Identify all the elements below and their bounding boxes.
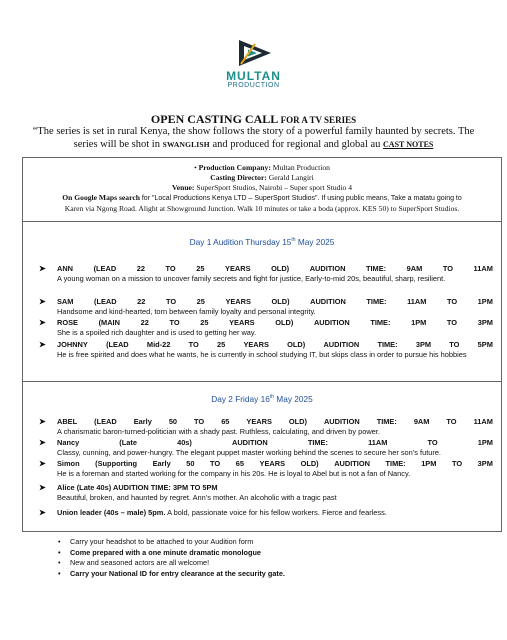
role-abel	[39, 417, 493, 436]
role-header-word: TO	[194, 417, 205, 426]
role-header-word: YEARS	[225, 297, 251, 306]
role-header-word: 22	[140, 318, 149, 327]
role-header-word: TO	[451, 459, 463, 468]
role-description: Handsome and kind-hearted, torn between family loyalty and personal integrity.	[57, 306, 316, 316]
maps-line	[23, 193, 501, 204]
role-header-word: OLD)	[300, 459, 319, 468]
role-header-word: (MAIN	[98, 318, 120, 327]
role-sam	[39, 297, 493, 316]
role-simon	[39, 459, 493, 478]
maps-text: for "Local Productions Kenya LTD – SuperSport Studios". If using public means, Take a matatu going to	[139, 195, 462, 202]
role-header-word: 25	[196, 297, 205, 306]
day2-heading-sup: th	[269, 394, 274, 401]
role-description: Classy, cunning, and power-hungry. The elegant puppet master working behind the scenes to secure her son’s future.	[57, 447, 441, 457]
role-header-word: AUDITION	[313, 318, 350, 327]
role-header-word: OLD)	[275, 318, 294, 327]
role-header-word: OLD)	[271, 264, 290, 273]
arrow-bullet-icon: ➤	[39, 483, 46, 492]
day2-heading	[23, 394, 501, 404]
role-header-word: 65	[235, 459, 244, 468]
role-header-word: (LEAD	[94, 417, 117, 426]
role-header-word: Simon	[57, 459, 80, 468]
intro-part2: and produced for regional and global au	[209, 139, 381, 150]
role-header-word: TIME:	[366, 297, 387, 306]
role-header-word: TO	[188, 340, 199, 349]
arrow-bullet-icon: ➤	[39, 438, 46, 447]
role-header-word: TO	[210, 459, 221, 468]
role-header-word: 5PM	[477, 340, 493, 349]
role-header-word: TO	[442, 264, 453, 273]
arrow-bullet-icon: ➤	[39, 318, 46, 327]
intro-paragraph	[28, 125, 479, 151]
role-description: He is a foreman and started working for the company in his 20s. He is loyal to Abel but is not a fan of Nancy.	[57, 468, 411, 478]
role-header-word: TIME:	[370, 318, 391, 327]
role-header-word: TIME:	[377, 340, 398, 349]
role-header-word: YEARS	[246, 417, 272, 426]
role-description: A young woman on a mission to uncover family secrets and fight for justice, Early-to-mid 20s, beautiful, sharp, resilient.	[57, 273, 446, 283]
day2-heading-text: Day 2 Friday 16	[211, 394, 270, 404]
notes-list	[58, 537, 285, 579]
company-logo	[0, 38, 507, 90]
role-header-word: YEARS	[259, 459, 286, 468]
role-header-word: YEARS	[229, 318, 255, 327]
role-header-word: ROSE	[57, 318, 78, 327]
arrow-bullet-icon: ➤	[39, 508, 46, 517]
role-header-word: JOHNNY	[57, 340, 88, 349]
company-value: Multan Production	[270, 163, 330, 172]
union-title: Union leader (40s – male) 5pm.	[57, 508, 166, 517]
role-header-word: 22	[136, 264, 145, 273]
role-header	[57, 508, 493, 518]
role-header-word: Early	[152, 459, 171, 468]
role-header	[57, 264, 493, 274]
play-triangle-logo-icon	[235, 38, 273, 68]
role-header: Alice (Late 40s) AUDITION TIME: 3PM TO 5PM	[57, 483, 218, 492]
role-header-word: OLD)	[287, 340, 306, 349]
role-header-word: (Supporting	[95, 459, 138, 468]
day2-heading-post: May 2025	[274, 394, 313, 404]
role-header-word: 25	[200, 318, 209, 327]
role-header	[57, 297, 493, 307]
production-info-box	[22, 157, 502, 222]
role-header-word: 3PM	[477, 318, 493, 327]
role-header-word: 65	[221, 417, 230, 426]
role-header-word: AUDITION	[309, 264, 346, 273]
role-header-word: TO	[165, 264, 176, 273]
role-header-word: AUDITION	[323, 340, 360, 349]
director-value: Gerald Langiri	[266, 173, 314, 182]
role-header-word: AUDITION	[231, 438, 268, 447]
role-header-word: SAM	[57, 297, 74, 306]
company-label: Production Company:	[198, 163, 271, 172]
role-header-word: 11AM	[473, 264, 493, 273]
role-header-word: YEARS	[243, 340, 269, 349]
role-header-word: TIME:	[365, 264, 387, 273]
role-header-word: ANN	[57, 264, 74, 273]
day1-heading-sup: th	[291, 237, 296, 244]
note-item: • Carry your headshot to be attached to your Audition form	[58, 537, 285, 548]
arrow-bullet-icon: ➤	[39, 417, 46, 426]
intro-part1: “The series is set in rural Kenya, the show follows the story of a powerful family haunted by secrets. The series will be shot in	[32, 126, 475, 150]
role-header-word: TO	[446, 417, 457, 426]
role-header-word: (LEAD	[93, 264, 117, 273]
role-header-word: 25	[196, 264, 205, 273]
logo-subtitle: PRODUCTION	[227, 82, 280, 89]
role-header-word: TO	[446, 318, 458, 327]
note-item: • Carry your National ID for entry clearance at the security gate.	[58, 569, 285, 580]
role-header-word: 11AM	[368, 438, 388, 447]
role-description: A charismatic baron-turned-politician with a shady past. Ruthless, calculating, and driven by power.	[57, 426, 380, 436]
role-ann	[39, 264, 493, 283]
role-header-word: 40s)	[177, 438, 192, 447]
intro-language: SWANGLISH	[162, 140, 210, 149]
role-description: He is free spirited and does what he wants, he is currently in school studying IT, but skips class in order to pursue his hobbies	[57, 349, 467, 359]
role-header-word: OLD)	[288, 417, 307, 426]
role-header-word: Early	[133, 417, 152, 426]
role-header-word: TIME:	[307, 438, 328, 447]
role-header-word: (LEAD	[106, 340, 129, 349]
day2-section	[22, 382, 502, 532]
role-rose	[39, 318, 493, 337]
role-header-word: 50	[168, 417, 178, 426]
role-header-word: (LEAD	[94, 297, 117, 306]
title-small: FOR A TV SERIES	[280, 115, 357, 125]
role-header-word: 22	[137, 297, 146, 306]
role-header-word: 1PM	[477, 438, 493, 447]
directions-line: Karen via Ngong Road. Alight at Showground Junction. Walk 10 minutes or take a boda (approx. KES 50) to SuperSport Studios.	[64, 204, 460, 213]
role-header-word: (Late	[119, 438, 137, 447]
day1-heading	[23, 237, 501, 247]
venue-line	[23, 183, 501, 193]
casting-director-line	[23, 173, 501, 183]
role-header-word: 1PM	[411, 318, 427, 327]
logo-name: MULTAN	[226, 69, 281, 83]
note-item: • New and seasoned actors are all welcome!	[58, 558, 285, 569]
role-header-word: 3PM	[477, 459, 493, 468]
role-johnny	[39, 340, 493, 359]
role-union-leader	[39, 508, 493, 518]
venue-label: Venue:	[171, 183, 195, 192]
role-header-word: Mid-22	[146, 340, 171, 349]
role-header-word: TO	[169, 318, 180, 327]
arrow-bullet-icon: ➤	[39, 264, 46, 273]
role-header-word: Nancy	[57, 438, 80, 447]
role-header-word: TO	[427, 438, 438, 447]
day1-heading-text: Day 1 Audition Thursday 15	[189, 237, 292, 247]
role-header-word: TO	[165, 297, 177, 306]
day1-heading-post: May 2025	[295, 237, 335, 247]
role-header	[57, 318, 493, 328]
arrow-bullet-icon: ➤	[39, 297, 46, 306]
role-description: Beautiful, broken, and haunted by regret. Ann’s mother. An alcoholic with a tragic past	[57, 492, 337, 502]
role-header-word: TIME:	[376, 417, 397, 426]
role-header	[57, 417, 493, 427]
title-main: OPEN CASTING CALL	[150, 112, 281, 126]
role-header	[57, 438, 493, 448]
venue-value: SuperSport Studios, Nairobi – Super sport Studio 4	[194, 183, 353, 192]
day1-section	[22, 222, 502, 382]
role-header-word: 11AM	[473, 417, 493, 426]
role-header-word: AUDITION	[310, 297, 346, 306]
role-header-word: AUDITION	[334, 459, 370, 468]
production-company-line: • Production Company: Multan Production	[194, 163, 330, 172]
role-header-word: TO	[446, 297, 458, 306]
role-header-word: 9AM	[413, 417, 430, 426]
role-header-word: AUDITION	[323, 417, 360, 426]
union-description: A bold, passionate voice for his fellow workers. Fierce and fearless.	[165, 508, 387, 517]
role-header-word: 11AM	[407, 297, 427, 306]
role-header	[57, 459, 493, 469]
role-header-word: 3PM	[415, 340, 432, 349]
role-header-word: 1PM	[477, 297, 493, 306]
role-header-word: 50	[186, 459, 195, 468]
role-alice	[39, 483, 493, 502]
role-header-word: ABEL	[57, 417, 78, 426]
role-header-word: TO	[449, 340, 460, 349]
cast-notes-heading: CAST NOTES	[383, 140, 434, 149]
role-header-word: 9AM	[406, 264, 423, 273]
note-item: • Come prepared with a one minute dramatic monologue	[58, 548, 285, 559]
director-label: Casting Director:	[210, 173, 267, 182]
arrow-bullet-icon: ➤	[39, 340, 46, 349]
role-header-word: 25	[216, 340, 226, 349]
role-nancy	[39, 438, 493, 457]
role-header-word: 1PM	[421, 459, 437, 468]
role-header-word: YEARS	[225, 264, 251, 273]
role-header-word: TIME:	[385, 459, 406, 468]
arrow-bullet-icon: ➤	[39, 459, 46, 468]
role-description: She is a spoiled rich daughter and is used to getting her way.	[57, 327, 257, 337]
maps-label: On Google Maps search	[62, 193, 140, 202]
role-header-word: OLD)	[271, 297, 290, 306]
role-header	[57, 340, 493, 350]
